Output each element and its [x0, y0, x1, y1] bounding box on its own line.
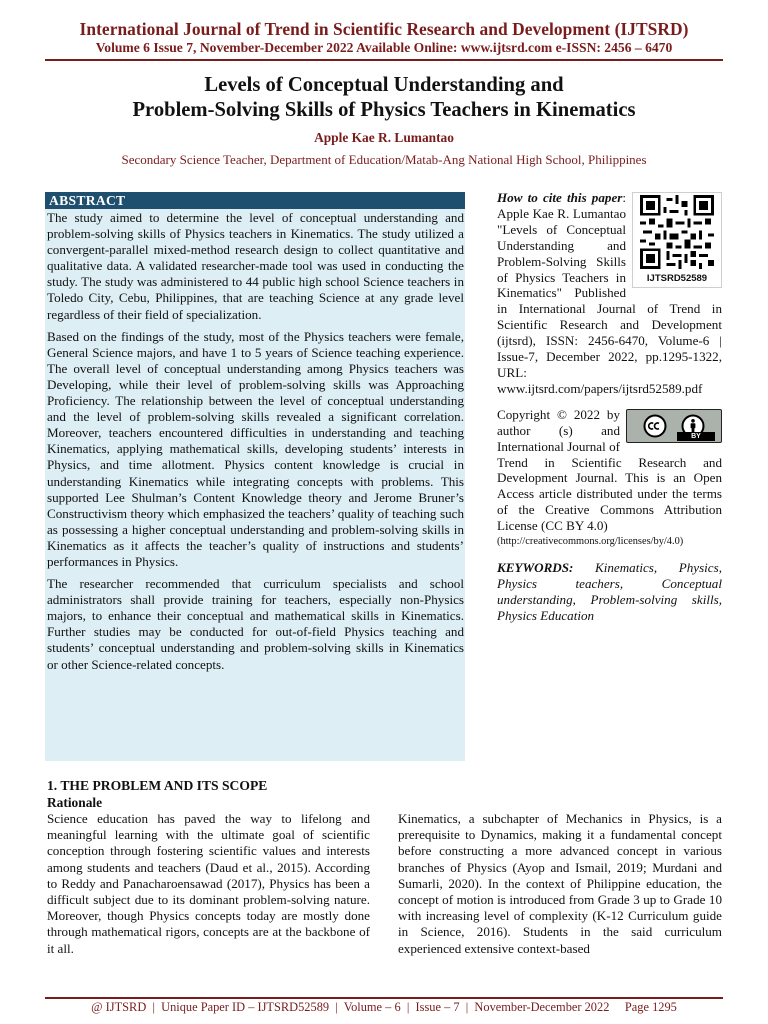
keywords-text: Kinematics, Physics, Physics teachers, Conceptual understanding, Problem-solving skills, Physics Education: [497, 559, 722, 623]
copyright-text: Copyright © 2022 by author (s) and International Journal of Trend in Scientific Research and Development Journal. This is an Open Access article distributed under the terms of the Creative Commons Attribution License (CC BY 4.0): [497, 406, 722, 534]
side-column: [497, 190, 722, 634]
abstract-paragraph-2: Based on the findings of the study, most of the Physics teachers were female, General Science majors, and have 1 to 5 years of Science teaching experience. The overall level of conceptual understanding among Physics teachers was Developing, while their level of problem-solving skills was Approaching Proficiency. The relationship between the level of conceptual understanding and the level of problem-solving skills revealed a significant correlation. Moreover, teachers encountered difficulties in understanding and teaching Kinematics, applying mathematical skills, developing students’ interests in Physics, and time allotment. Physics content knowledge is crucial in understanding Kinematics while integrating concepts with problems. This supported Lee Shulman’s Content Knowledge theory and Jerome Bruner’s Constructivism theory which emphasized the teachers’ quality of teaching such as possessing a higher conceptual understanding and problem-solving skills in Kinematics as it affects the teacher’s quality of instructions and students’ performances in Physics.: [47, 328, 464, 569]
author-affiliation: Secondary Science Teacher, Department of Education/Matab-Ang National High School, Philippines: [121, 152, 647, 167]
footer-rule: [45, 997, 723, 999]
qr-code-icon: [640, 195, 714, 269]
abstract-paragraph-1: The study aimed to determine the level of conceptual understanding and problem-solving skills of Physics teachers in Kinematics. The study utilized a convergent-parallel mixed-method research design to collect quantitative and qualitative data. A validated researcher-made tool was used in conducting the study. The study was administered to 44 public high school Science teachers in Toledo City, Cebu, Philippines, that are teaching Science at any grade level regardless of their field of specialization.: [47, 210, 464, 322]
qr-paper-id: IJTSRD52589: [646, 273, 708, 284]
body-column-right: Kinematics, a subchapter of Mechanics in Physics, is a prerequisite to Dynamics, making it a fundamental concept before constructing a more advanced concept in various branches of Physics (Ayop and Ismail, 2019; Murdani and Sumarli, 2020). In the context of Philippine education, the concept of motion is introduced from Grade 3 up to Grade 10 with increasing level of complexity (K-12 Curriculum guide in Science, 2016). Students in the said curriculum experienced extensive context-based: [398, 811, 722, 956]
journal-title: International Journal of Trend in Scientific Research and Development (IJTSRD): [79, 19, 689, 39]
cc-license-badge: [626, 409, 722, 443]
body-column-left: Science education has paved the way to lifelong and meaningful learning with the ultimate goal of scientific conception through fostering scientific values and interests among students and teachers (Daud et al., 2015). According to Reddy and Panacharoensawad (2017), Physics has been a difficult subject due to its dominant problem-solving nature. Moreover, though Physics concepts today are mostly done through mathematical rigors, concepts are at the backbone of it all.: [47, 811, 370, 956]
header-rule: [45, 59, 723, 61]
cc-icon: [643, 414, 667, 438]
section-heading: 1. THE PROBLEM AND ITS SCOPE: [47, 778, 268, 793]
abstract-box: [45, 192, 465, 761]
volume-line: Volume 6 Issue 7, November-December 2022 Available Online: www.ijtsrd.com e-ISSN: 2456 – 6470: [95, 40, 673, 55]
license-url[interactable]: (http://creativecommons.org/licenses/by/4.0): [497, 536, 684, 548]
paper-title-line-1: Levels of Conceptual Understanding and: [204, 74, 564, 96]
paper-title-line-2: Problem-Solving Skills of Physics Teachers in Kinematics: [132, 99, 636, 121]
subsection-heading: Rationale: [47, 795, 103, 810]
keywords-block: [497, 560, 722, 624]
abstract-paragraph-3: The researcher recommended that curriculum specialists and school administrators shall provide training for teachers, especially non-Physics majors, to enhance their conceptual and mathematical skills in Kinematics. Further studies may be conducted for out-of-field Physics teaching and students’ conceptual understanding and problem-solving skills in Kinematics or other Science-related concepts.: [47, 576, 464, 672]
abstract-heading: ABSTRACT: [45, 192, 465, 209]
qr-code-box: [632, 192, 722, 288]
abstract-body: [45, 209, 465, 673]
author-name: Apple Kae R. Lumantao: [314, 130, 454, 145]
citation-block: [497, 190, 722, 397]
keywords-label: KEYWORDS:: [497, 559, 574, 575]
paper-title: [0, 73, 768, 123]
copyright-block: [497, 407, 722, 550]
citation-label: How to cite this paper: [497, 190, 623, 205]
citation-text: : Apple Kae R. Lumantao "Levels of Conceptual Understanding and Problem-Solving Skills of Physics Teachers in Kinematics" Published in International Journal of Trend in Scientific Research and Development (ijtsrd), ISSN: 2456-6470, Volume-6 | Issue-7, December 2022, pp.1295-1322, URL: www.ijtsrd.com/papers/ijtsrd52589.pdf: [497, 190, 722, 396]
page-footer: @ IJTSRD | Unique Paper ID – IJTSRD52589 | Volume – 6 | Issue – 7 | November-December 2022 Page 1295: [91, 1000, 677, 1014]
cc-by-label: BY: [677, 432, 715, 441]
